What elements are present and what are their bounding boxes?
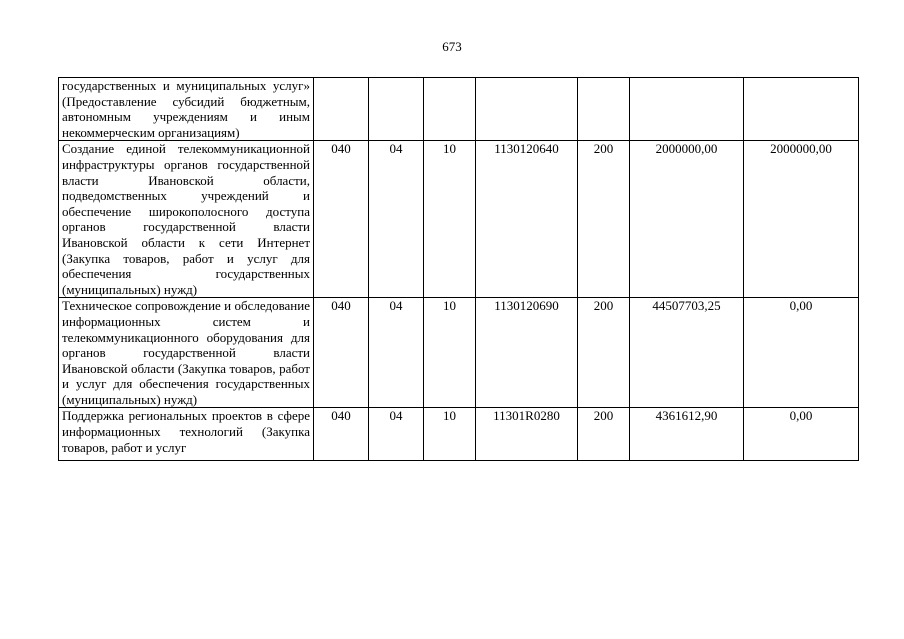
table-row <box>59 298 859 408</box>
ministry-code-cell: 040 <box>314 408 369 461</box>
table-row <box>59 78 859 141</box>
amount-1-cell: 44507703,25 <box>630 298 744 408</box>
ministry-code-cell <box>314 78 369 141</box>
expense-type-cell: 200 <box>578 408 630 461</box>
row-name-cell: Техническое сопровождение и обследование информационных систем и телекоммуникационного оборудования для органов государственной власти Ивановской области (Закупка товаров, работ и услуг для обеспечения государственных (муниципальных) нужд) <box>59 298 314 408</box>
section-code-cell: 04 <box>369 141 424 298</box>
ministry-code-cell: 040 <box>314 141 369 298</box>
subsection-code-cell: 10 <box>424 408 476 461</box>
expense-type-cell: 200 <box>578 298 630 408</box>
expense-type-cell <box>578 78 630 141</box>
row-name-cell <box>59 408 314 461</box>
section-code-cell: 04 <box>369 408 424 461</box>
amount-2-cell: 0,00 <box>744 298 859 408</box>
subsection-code-cell <box>424 78 476 141</box>
subsection-code-cell: 10 <box>424 298 476 408</box>
page-number: 673 <box>442 39 462 54</box>
budget-table <box>58 77 859 461</box>
row-name-cell: государственных и муниципальных услуг» (Предоставление субсидий бюджетным, автономным учреждениям и иным некоммерческим организациям) <box>59 78 314 141</box>
amount-2-cell <box>744 78 859 141</box>
section-code-cell: 04 <box>369 298 424 408</box>
ministry-code-cell: 040 <box>314 298 369 408</box>
amount-2-cell: 0,00 <box>744 408 859 461</box>
amount-1-cell: 2000000,00 <box>630 141 744 298</box>
target-code-cell: 1130120690 <box>476 298 578 408</box>
amount-2-cell: 2000000,00 <box>744 141 859 298</box>
table-row <box>59 141 859 298</box>
target-code-cell: 11301R0280 <box>476 408 578 461</box>
row-name-text: Поддержка региональных проектов в сфере информационных технологий (Закупка товаров, работ и услуг <box>62 408 310 455</box>
subsection-code-cell: 10 <box>424 141 476 298</box>
amount-1-cell <box>630 78 744 141</box>
section-code-cell <box>369 78 424 141</box>
expense-type-cell: 200 <box>578 141 630 298</box>
row-name-cell: Создание единой телекоммуникационной инфраструктуры органов государственной власти Ивановской области, подведомственных учреждений и обеспечение широкополосного доступа органов государственной власти Ивановской области к сети Интернет (Закупка товаров, работ и услуг для обеспечения государственных (муниципальных) нужд) <box>59 141 314 298</box>
target-code-cell <box>476 78 578 141</box>
amount-1-cell: 4361612,90 <box>630 408 744 461</box>
table-row <box>59 408 859 461</box>
target-code-cell: 1130120640 <box>476 141 578 298</box>
